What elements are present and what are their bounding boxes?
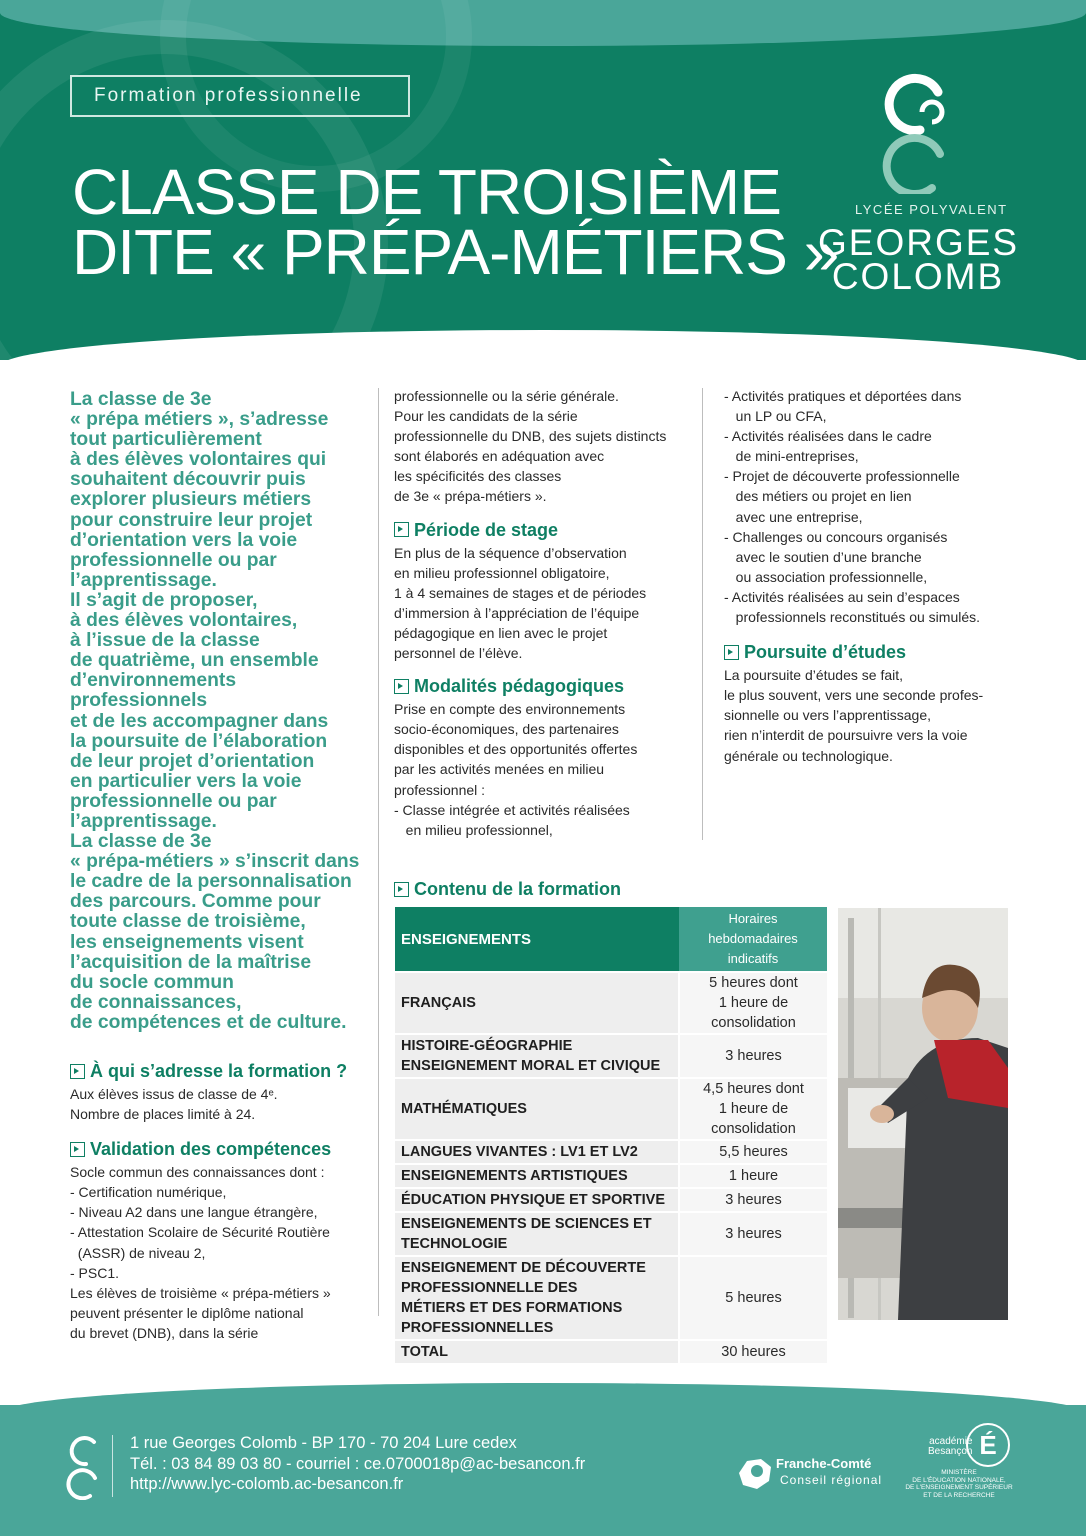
arrow-box-icon <box>724 645 739 660</box>
a-qui-text <box>70 1084 370 1124</box>
text-line: d’environnements <box>70 670 237 692</box>
text-line: professionnels reconstitués ou simulés. <box>724 609 981 626</box>
text-line: explorer plusieurs métiers <box>70 489 312 511</box>
hours-cell: 3 heures <box>679 1034 827 1078</box>
text-line: professionnel : <box>394 781 486 798</box>
subject-cell: HISTOIRE-GÉOGRAPHIE ENSEIGNEMENT MORAL ET CIVIQUE <box>395 1034 679 1078</box>
ministere-text: MINISTÈRE DE L'ÉDUCATION NATIONALE, DE L'ENSEIGNEMENT SUPÉRIEUR ET DE LA RECHERCHE <box>905 1469 1013 1499</box>
column-divider <box>702 388 703 840</box>
text-line: professionnelle du DNB, des sujets distincts <box>394 428 667 445</box>
text-line: du brevet (DNB), dans la série <box>70 1324 259 1341</box>
address: 1 rue Georges Colomb - BP 170 - 70 204 Lure cedex <box>130 1434 517 1452</box>
section-title-a-qui: À qui s’adresse la formation ? <box>70 1060 370 1082</box>
text-line: Aux élèves issus de classe de 4ᵉ. <box>70 1086 278 1102</box>
text-line: des parcours. Comme pour <box>70 891 321 913</box>
franche-comte-logo-icon <box>735 1453 775 1493</box>
subject-cell: TOTAL <box>395 1340 679 1364</box>
table-row <box>395 1212 827 1256</box>
text-line: La classe de 3e <box>70 389 212 410</box>
text-line: pédagogique en lien avec le projet <box>394 624 608 641</box>
hours-cell: 5,5 heures <box>679 1140 827 1164</box>
hours-cell: 3 heures <box>679 1188 827 1212</box>
footer-curve <box>0 1383 1086 1427</box>
phone-email: Tél. : 03 84 89 03 80 - courriel : ce.0700018p@ac-besancon.fr <box>130 1454 586 1473</box>
table-header-row <box>395 907 827 972</box>
text-line: de 3e « prépa-métiers ». <box>394 488 547 505</box>
text-line: d’immersion à l’appréciation de l’équipe <box>394 604 640 621</box>
text-line: La poursuite d’études se fait, <box>724 667 904 684</box>
text-line: Prise en compte des environnements <box>394 701 626 718</box>
text-line: avec le soutien d’une branche <box>724 548 922 565</box>
arrow-box-icon <box>394 679 409 694</box>
hours-cell: 30 heures <box>679 1340 827 1364</box>
table-row <box>395 1034 827 1078</box>
text-line: - Niveau A2 dans une langue étrangère, <box>70 1204 318 1221</box>
text-line: à des élèves volontaires, <box>70 610 298 632</box>
table-row <box>395 1256 827 1340</box>
text-line: de quatrième, un ensemble <box>70 650 319 672</box>
text-line: Les élèves de troisième « prépa-métiers » <box>70 1284 331 1301</box>
text-line: par les activités menées en milieu <box>394 761 605 778</box>
subject-cell: FRANÇAIS <box>395 972 679 1034</box>
text-line: - Certification numérique, <box>70 1184 227 1201</box>
text-line: peuvent présenter le diplôme national <box>70 1304 304 1321</box>
text-line: - PSC1. <box>70 1264 120 1281</box>
text-line: en milieu professionnel, <box>394 821 553 838</box>
text-line: Nombre de places limité à 24. <box>70 1106 256 1123</box>
text-line: socio-économiques, des partenaires <box>394 721 619 738</box>
column-header-subject: ENSEIGNEMENTS <box>395 907 679 972</box>
text-line: à l’issue de la classe <box>70 630 260 652</box>
text-line: - Projet de découverte professionnelle <box>724 468 960 485</box>
text-line: le cadre de la personnalisation <box>70 871 352 893</box>
validation-text <box>70 1162 370 1343</box>
text-line: - Activités pratiques et déportées dans <box>724 388 962 404</box>
text-line: - Activités réalisées au sein d’espaces <box>724 588 960 605</box>
footer: 1 rue Georges Colomb - BP 170 - 70 204 Lure cedex Tél. : 03 84 89 03 80 - courriel : ce.0700018p@ac-besancon.fr http://www.lyc-colomb.ac-besancon.fr Franche-Comté Conseil régional académie Besançon É MINISTÈRE DE L'ÉDUCATION NATIONALE, DE L'ENSEIGNEMENT SUPÉRIEUR ET DE LA RECHERCHE <box>0 1405 1086 1536</box>
category-badge: Formation professionnelle <box>70 75 410 117</box>
text-line: souhaitent découvrir puis <box>70 469 306 491</box>
column-middle <box>394 386 686 840</box>
school-logo-small-icon <box>66 1430 100 1500</box>
column-right <box>724 386 1014 766</box>
arrow-box-icon <box>70 1142 85 1157</box>
text-line: avec une entreprise, <box>724 508 863 525</box>
text-line: toute classe de troisième, <box>70 911 306 933</box>
text-line: les enseignements visent <box>70 931 304 953</box>
column-divider <box>378 388 379 1316</box>
intro-text <box>70 390 370 1033</box>
contact-info <box>130 1433 585 1495</box>
text-line: disponibles et des opportunités offertes <box>394 741 638 758</box>
text-line: sont élaborés en adéquation avec <box>394 448 605 465</box>
subject-cell: LANGUES VIVANTES : LV1 ET LV2 <box>395 1140 679 1164</box>
school-name: GEORGES COLOMB <box>818 222 1020 297</box>
poursuite-text <box>724 665 1014 765</box>
arrow-box-icon <box>394 522 409 537</box>
text-line: La classe de 3e <box>70 831 212 853</box>
subject-cell: ENSEIGNEMENTS DE SCIENCES ET TECHNOLOGIE <box>395 1212 679 1256</box>
footer-divider <box>112 1435 113 1497</box>
subject-cell: ÉDUCATION PHYSIQUE ET SPORTIVE <box>395 1188 679 1212</box>
region-subtitle: Conseil régional <box>780 1473 883 1487</box>
text-line: l’apprentissage. <box>70 810 217 832</box>
table-row <box>395 1164 827 1188</box>
text-line: 1 à 4 semaines de stages et de périodes <box>394 584 647 601</box>
student-photo <box>838 908 1008 1320</box>
text-line: - Classe intégrée et activités réalisées <box>394 801 630 818</box>
arrow-box-icon <box>394 882 409 897</box>
text-line: En plus de la séquence d’observation <box>394 544 627 561</box>
text-line: pour construire leur projet <box>70 509 313 531</box>
text-line: rien n’interdit de poursuivre vers la voie <box>724 727 968 744</box>
section-title-contenu: Contenu de la formation <box>394 878 621 900</box>
text-line: la poursuite de l’élaboration <box>70 730 328 752</box>
modalites-text <box>394 699 686 840</box>
text-line: sionnelle ou vers l’apprentissage, <box>724 707 932 724</box>
text-line: de leur projet d’orientation <box>70 750 315 772</box>
hours-cell: 5 heures <box>679 1256 827 1340</box>
text-line: Pour les candidats de la série <box>394 408 578 425</box>
text-line: générale ou technologique. <box>724 747 893 764</box>
subject-cell: ENSEIGNEMENT DE DÉCOUVERTE PROFESSIONNELLE DES MÉTIERS ET DES FORMATIONS PROFESSIONNELLES <box>395 1256 679 1340</box>
text-line: des métiers ou projet en lien <box>724 488 912 505</box>
text-line: - Activités réalisées dans le cadre <box>724 428 932 445</box>
text-line: à des élèves volontaires qui <box>70 449 327 471</box>
text-line: le plus souvent, vers une seconde profes- <box>724 687 984 704</box>
text-line: et de les accompagner dans <box>70 710 329 732</box>
title-line-1: CLASSE DE TROISIÈME <box>72 156 781 228</box>
text-line: tout particulièrement <box>70 429 262 451</box>
arrow-box-icon <box>70 1064 85 1079</box>
section-title-validation: Validation des compétences <box>70 1138 370 1160</box>
text-line: « prépa métiers », s’adresse <box>70 409 329 431</box>
title-line-2: DITE « PRÉPA-MÉTIERS » <box>72 216 839 288</box>
text-line: de compétences et de culture. <box>70 1011 347 1033</box>
text-line: (ASSR) de niveau 2, <box>70 1244 206 1261</box>
section-title-stage: Période de stage <box>394 519 686 541</box>
school-type: LYCÉE POLYVALENT <box>855 202 1008 217</box>
text-line: « prépa-métiers » s’inscrit dans <box>70 851 360 873</box>
text-line: l’apprentissage. <box>70 569 217 591</box>
text-line: Socle commun des connaissances dont : <box>70 1164 325 1181</box>
text-line: professionnelle ou par <box>70 790 277 812</box>
table-row <box>395 1188 827 1212</box>
formation-table <box>395 907 827 1365</box>
text-line: l’acquisition de la maîtrise <box>70 951 312 973</box>
region-name: Franche-Comté <box>776 1456 872 1471</box>
section-title-poursuite: Poursuite d’études <box>724 641 1014 663</box>
text-line: en milieu professionnel obligatoire, <box>394 564 610 581</box>
student-workshop-image <box>838 908 1008 1320</box>
text-line: de mini-entreprises, <box>724 448 859 465</box>
text-line: professionnelle ou par <box>70 549 277 571</box>
activities-list <box>724 386 1014 627</box>
table-row <box>395 1078 827 1140</box>
hours-cell: 4,5 heures dont 1 heure de consolidation <box>679 1078 827 1140</box>
text-line: Il s’agit de proposer, <box>70 589 258 611</box>
section-title-modalites: Modalités pédagogiques <box>394 675 686 697</box>
academie-e-icon: É <box>966 1423 1010 1467</box>
text-line: un LP ou CFA, <box>724 408 827 425</box>
table-row <box>395 972 827 1034</box>
text-line: ou association professionnelle, <box>724 568 928 585</box>
text-line: professionnelle ou la série générale. <box>394 388 619 404</box>
text-line: de connaissances, <box>70 991 242 1013</box>
hours-cell: 5 heures dont 1 heure de consolidation <box>679 972 827 1034</box>
hours-cell: 3 heures <box>679 1212 827 1256</box>
text-line: personnel de l’élève. <box>394 645 523 662</box>
hours-cell: 1 heure <box>679 1164 827 1188</box>
header-banner <box>0 0 1086 360</box>
table-row <box>395 1340 827 1364</box>
page-title <box>72 156 839 288</box>
table-row <box>395 1140 827 1164</box>
text-line: du socle commun <box>70 971 234 993</box>
text-line: en particulier vers la voie <box>70 770 302 792</box>
website-link[interactable]: http://www.lyc-colomb.ac-besancon.fr <box>130 1475 404 1493</box>
subject-cell: ENSEIGNEMENTS ARTISTIQUES <box>395 1164 679 1188</box>
contenu-heading <box>394 870 621 902</box>
subject-cell: MATHÉMATIQUES <box>395 1078 679 1140</box>
text-line: - Attestation Scolaire de Sécurité Routière <box>70 1224 330 1241</box>
column-left <box>70 1052 370 1343</box>
text-line: d’orientation vers la voie <box>70 529 298 551</box>
stage-text <box>394 543 686 664</box>
dnb-text <box>394 386 686 507</box>
school-logo-icon <box>880 70 950 194</box>
column-header-hours: Horaires hebdomadaires indicatifs <box>679 907 827 972</box>
text-line: - Challenges ou concours organisés <box>724 528 948 545</box>
text-line: professionnels <box>70 690 208 712</box>
text-line: les spécificités des classes <box>394 468 562 485</box>
